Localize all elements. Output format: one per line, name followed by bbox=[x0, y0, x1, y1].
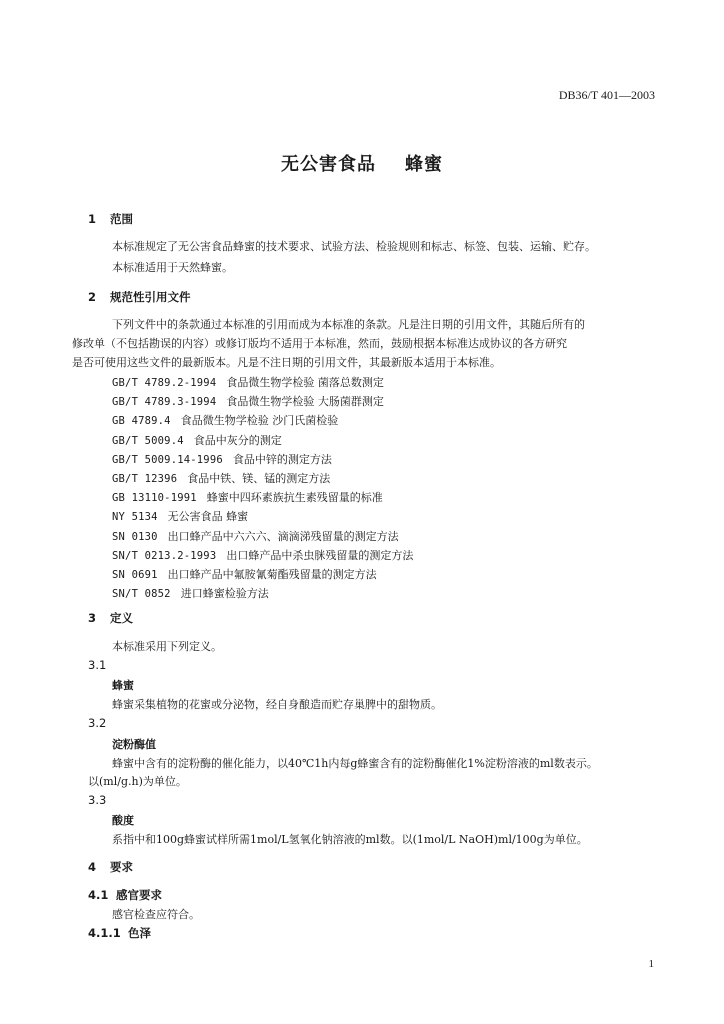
reference-code: SN/T 0213.2-1993 bbox=[112, 549, 217, 562]
term-definition: 系指中和100g蜂蜜试样所需1mol/L氢氧化钠溶液的ml数。以(1mol/L NaOH)ml/100g为单位。 bbox=[112, 833, 588, 846]
page-number: 1 bbox=[648, 958, 654, 970]
reference-title: 食品微生物学检验 菌落总数测定 bbox=[226, 376, 384, 389]
reference-title: 食品中灰分的测定 bbox=[193, 433, 282, 447]
reference-item bbox=[112, 393, 384, 409]
reference-item bbox=[112, 585, 269, 601]
section-4-heading bbox=[88, 859, 133, 875]
reference-code: SN 0691 bbox=[112, 569, 158, 581]
reference-code: GB/T 5009.14-1996 bbox=[112, 453, 223, 466]
reference-code: GB/T 5009.4 bbox=[112, 434, 184, 447]
section-number: 2 bbox=[88, 290, 97, 304]
section-2-heading bbox=[88, 289, 191, 305]
intro-line: 下列文件中的条款通过本标准的引用而成为本标准的条款。凡是注日期的引用文件，其随后所有的 bbox=[112, 318, 585, 331]
clause-number: 3.1 bbox=[88, 658, 107, 672]
reference-title: 食品中铁、镁、锰的测定方法 bbox=[187, 472, 331, 485]
term-definition: 蜂蜜采集植物的花蜜或分泌物，经自身酿造而贮存巢脾中的甜物质。 bbox=[112, 698, 442, 711]
reference-item bbox=[112, 451, 332, 467]
scope-applicability: 本标准适用于天然蜂蜜。 bbox=[112, 261, 233, 274]
definitions-intro: 本标准采用下列定义。 bbox=[112, 640, 222, 653]
section-number: 4.1.1 bbox=[88, 926, 121, 940]
references-intro bbox=[72, 315, 656, 372]
reference-code: NY 5134 bbox=[112, 511, 158, 524]
section-number: 3 bbox=[88, 611, 97, 625]
reference-code: GB 4789.4 bbox=[112, 415, 171, 428]
reference-item bbox=[112, 374, 384, 390]
reference-code: GB/T 4789.2-1994 bbox=[112, 377, 217, 389]
reference-code: SN 0130 bbox=[112, 530, 158, 543]
reference-title: 蜂蜜中四环素族抗生素残留量的标准 bbox=[206, 491, 383, 505]
reference-title: 进口蜂蜜检验方法 bbox=[180, 587, 269, 601]
reference-item bbox=[112, 489, 383, 505]
clause-number: 3.2 bbox=[88, 716, 107, 730]
reference-title: 食品中锌的测定方法 bbox=[232, 452, 332, 466]
reference-title: 出口蜂产品中氟胺氰菊酯残留量的测定方法 bbox=[167, 568, 377, 581]
reference-item bbox=[112, 470, 330, 486]
subsection-4-1-heading bbox=[88, 887, 162, 903]
document-number: DB36/T 401—2003 bbox=[558, 88, 655, 102]
reference-title: 出口蜂产品中六六六、滴滴涕残留量的测定方法 bbox=[167, 529, 399, 543]
reference-title: 食品微生物学检验 沙门氏菌检验 bbox=[180, 414, 339, 428]
reference-item bbox=[112, 508, 248, 524]
reference-item bbox=[112, 412, 338, 428]
section-title: 要求 bbox=[110, 860, 133, 874]
intro-line: 修改单（不包括勘误的内容）或修订版均不适用于本标准，然而，鼓励根据本标准达成协议的各方研究 bbox=[72, 337, 567, 350]
reference-title: 出口蜂产品中杀虫脒残留量的测定方法 bbox=[226, 548, 414, 562]
document-title: 无公害食品 蜂蜜 bbox=[280, 154, 444, 175]
section-number: 4 bbox=[88, 860, 97, 874]
section-number: 1 bbox=[88, 212, 97, 226]
scope-paragraph: 本标准规定了无公害食品蜂蜜的技术要求、试验方法、检验规则和标志、标签、包装、运输、贮存。 bbox=[112, 240, 596, 253]
section-number: 4.1 bbox=[88, 888, 109, 902]
term-definition-continued: 以(ml/g.h)为单位。 bbox=[88, 775, 187, 788]
reference-code: GB/T 12396 bbox=[112, 473, 178, 485]
term-heading: 淀粉酶值 bbox=[112, 738, 156, 751]
section-title: 规范性引用文件 bbox=[110, 290, 191, 304]
reference-item bbox=[112, 547, 413, 563]
section-title: 色泽 bbox=[128, 926, 151, 940]
reference-item bbox=[112, 528, 399, 544]
section-title: 范围 bbox=[110, 212, 133, 226]
term-definition: 蜂蜜中含有的淀粉酶的催化能力，以40℃1h内每g蜂蜜含有的淀粉酶催化1%淀粉溶液的ml数表示。 bbox=[112, 757, 598, 770]
reference-title: 食品微生物学检验 大肠菌群测定 bbox=[226, 395, 384, 409]
reference-code: GB 13110-1991 bbox=[112, 492, 197, 505]
reference-item bbox=[112, 566, 377, 582]
section-title: 感官要求 bbox=[116, 888, 162, 902]
reference-title: 无公害食品 蜂蜜 bbox=[167, 510, 249, 524]
intro-line: 是否可使用这些文件的最新版本。凡是不注日期的引用文件，其最新版本适用于本标准。 bbox=[72, 356, 501, 369]
reference-item bbox=[112, 432, 282, 448]
section-1-heading bbox=[88, 211, 133, 227]
term-heading: 蜂蜜 bbox=[112, 679, 134, 692]
section-3-heading bbox=[88, 610, 133, 626]
term-heading: 酸度 bbox=[112, 814, 134, 827]
sensory-requirement-text: 感官检查应符合。 bbox=[112, 908, 200, 921]
reference-code: SN/T 0852 bbox=[112, 588, 171, 601]
reference-code: GB/T 4789.3-1994 bbox=[112, 396, 217, 409]
section-title: 定义 bbox=[110, 611, 133, 625]
clause-number: 3.3 bbox=[88, 793, 107, 807]
subsection-4-1-1-heading bbox=[88, 925, 151, 941]
